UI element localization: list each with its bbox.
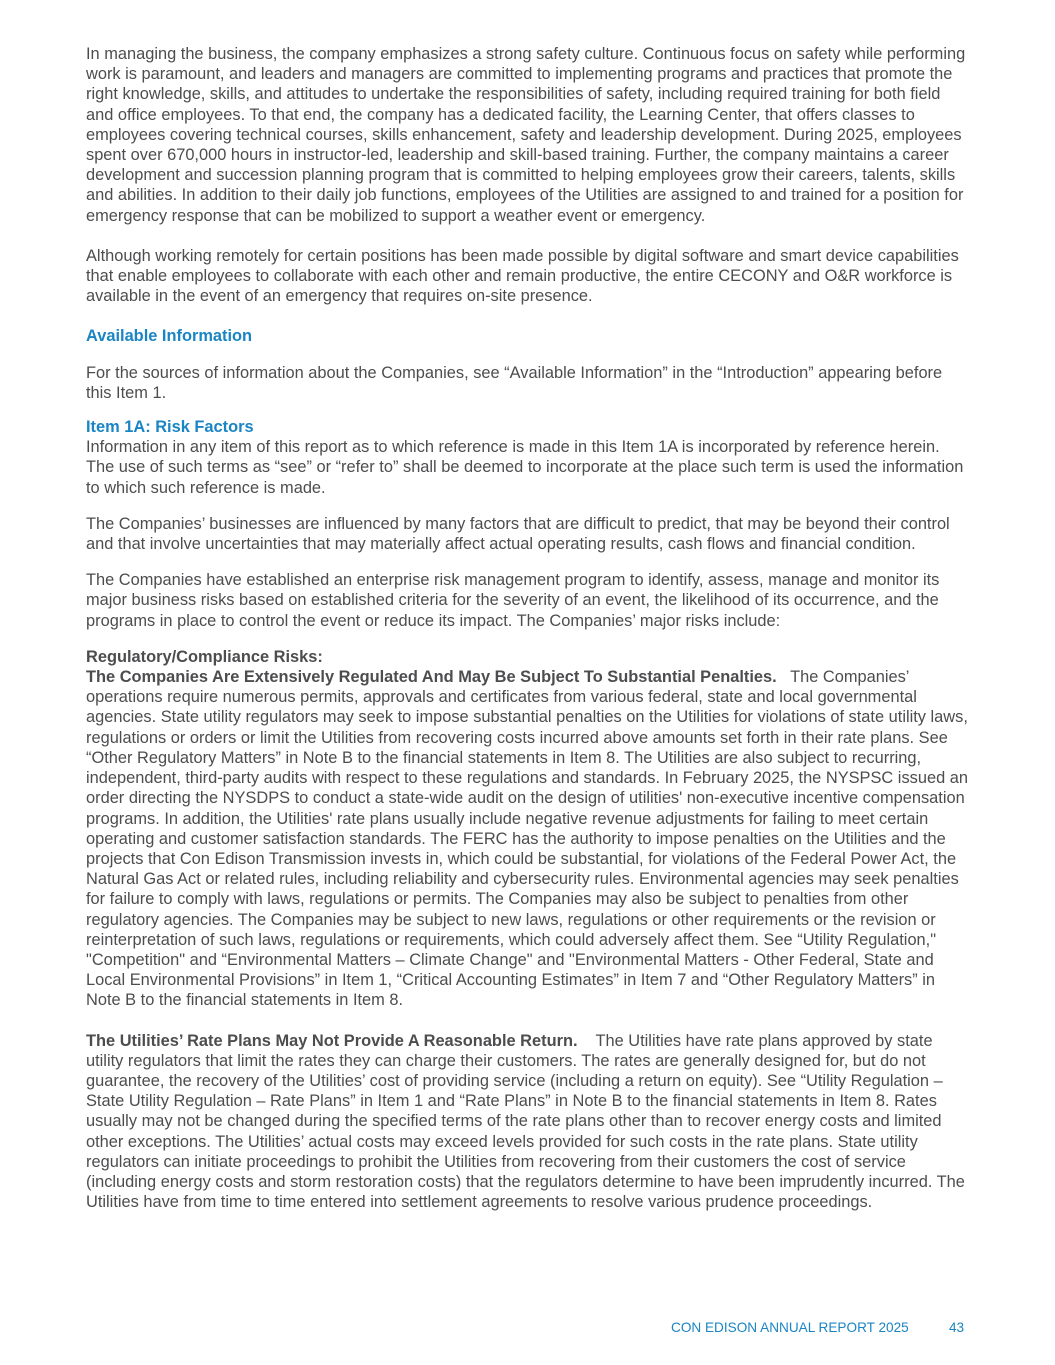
risk-management-paragraph: The Companies have established an enterprise risk management program to identify, assess, manage and monitor its major business risks based on established criteria for the severity of an event, the likelihood of its occurrence, and the programs in place to control the event or reduce its impact. The Companies’ major risks include:: [86, 571, 940, 630]
rate-plans-body: The Utilities have rate plans approved by state utility regulators that limit the rates they can charge their customers. The rates are generally designed for, but do not guarantee, the recovery of the Utilities’ cost of providing service (including a return on equity). See “Utility Regulation – State Utility Regulation – Rate Plans” in Item 1 and “Rate Plans” in Note B to the financial statements in Item 8. Rates usually may not be changed during the specified terms of the rate plans other than to recover energy costs and limited other exceptions. The Utilities’ actual costs may exceed levels provided for such costs in the rate plans. State utility regulators can initiate proceedings to prohibit the Utilities from recovering from their customers the cost of service (including energy costs and storm restoration costs) that the regulators determine to have been imprudently incurred. The Utilities have from time to time entered into settlement agreements to resolve various prudence proceedings.: [86, 1031, 965, 1212]
remote-work-paragraph: Although working remotely for certain positions has been made possible by digital software and smart device capabilities that enable employees to collaborate with each other and remain productive, the entire CECONY and O&R workforce is available in the event of an emergency that requires on-site presence.: [86, 246, 959, 306]
rate-plans-paragraph: [86, 1031, 972, 1213]
incorporation-paragraph: Information in any item of this report as to which reference is made in this Item 1A is incorporated by reference herein. The use of such terms as “see” or “refer to” shall be deemed to incorporate at the place such term is used the information to which such reference is made.: [86, 438, 964, 497]
safety-culture-paragraph: In managing the business, the company emphasizes a strong safety culture. Continuous focus on safety while performing work is paramount, and leaders and managers are committed to implementing programs and practices that promote the right knowledge, skills, and attitudes to undertake the responsibilities of safety, including required training for both field and office employees. To that end, the company has a dedicated facility, the Learning Center, that offers classes to employees covering technical courses, skills enhancement, safety and leadership development. During 2025, employees spent over 670,000 hours in instructor-led, leadership and skill-based training. Further, the company maintains a career development and succession planning program that is committed to helping employees grow their careers, talents, skills and abilities. In addition to their daily job functions, employees of the Utilities are assigned to and trained for a position for emergency response that can be mobilized to support a weather event or emergency.: [86, 45, 966, 225]
available-information-heading: Available Information: [86, 327, 253, 346]
regulation-penalties-body: The Companies’ operations require numerous permits, approvals and certificates from various federal, state and local governmental agencies. State utility regulators may seek to impose substantial penalties on the Utilities for violations of state utility laws, regulations or orders or limit the Utilities from recovering costs incurred above amounts set forth in their rate plans. See “Other Regulatory Matters” in Note B to the financial statements in Item 8. The Utilities are also subject to recurring, independent, third-party audits with respect to these regulations and standards. In February 2025, the NYSPSC issued an order directing the NYSDPS to conduct a state-wide audit on the design of utilities' non-executive incentive compensation programs. In addition, the Utilities' rate plans usually include negative revenue adjustments for failing to meet certain operating and customer satisfaction standards. The FERC has the authority to impose penalties on the Utilities and the projects that Con Edison Transmission invests in, which could be substantial, for violations of the Federal Power Act, the Natural Gas Act or related rules, including reliability and cybersecurity rules. Environmental agencies may seek penalties for failure to comply with laws, regulations or permits. The Companies may also be subject to penalties from other regulatory agencies. The Companies may be subject to new laws, regulations or other requirements or the revision or reinterpretation of such laws, regulations or requirements, which could adversely affect them. See “Utility Regulation," "Competition" and “Environmental Matters – Climate Change" and "Environmental Matters - Other Federal, State and Local Environmental Provisions” in Item 1, “Critical Accounting Estimates” in Item 7 and “Other Regulatory Matters” in Note B to the financial statements in Item 8.: [86, 668, 968, 1010]
risk-factors-heading: Item 1A: Risk Factors: [86, 418, 254, 437]
regulation-penalties-lead: The Companies Are Extensively Regulated And May Be Subject To Substantial Penalties.: [86, 668, 777, 687]
document-page: [86, 44, 972, 1212]
business-uncertainty-paragraph: The Companies’ businesses are influenced by many factors that are difficult to predict, that may be beyond their control and that involve uncertainties that may materially affect actual operating results, cash flows and financial condition.: [86, 514, 950, 554]
regulatory-compliance-subheading: Regulatory/Compliance Risks:: [86, 647, 323, 666]
footer-page-number: 43: [949, 1320, 965, 1335]
regulation-penalties-paragraph: [86, 667, 972, 1010]
rate-plans-lead: The Utilities’ Rate Plans May Not Provide A Reasonable Return.: [86, 1031, 578, 1050]
available-information-paragraph: For the sources of information about the Companies, see “Available Information” in the “Introduction” appearing before this Item 1.: [86, 363, 943, 402]
footer-report-name: CON EDISON ANNUAL REPORT 2025: [671, 1320, 909, 1335]
